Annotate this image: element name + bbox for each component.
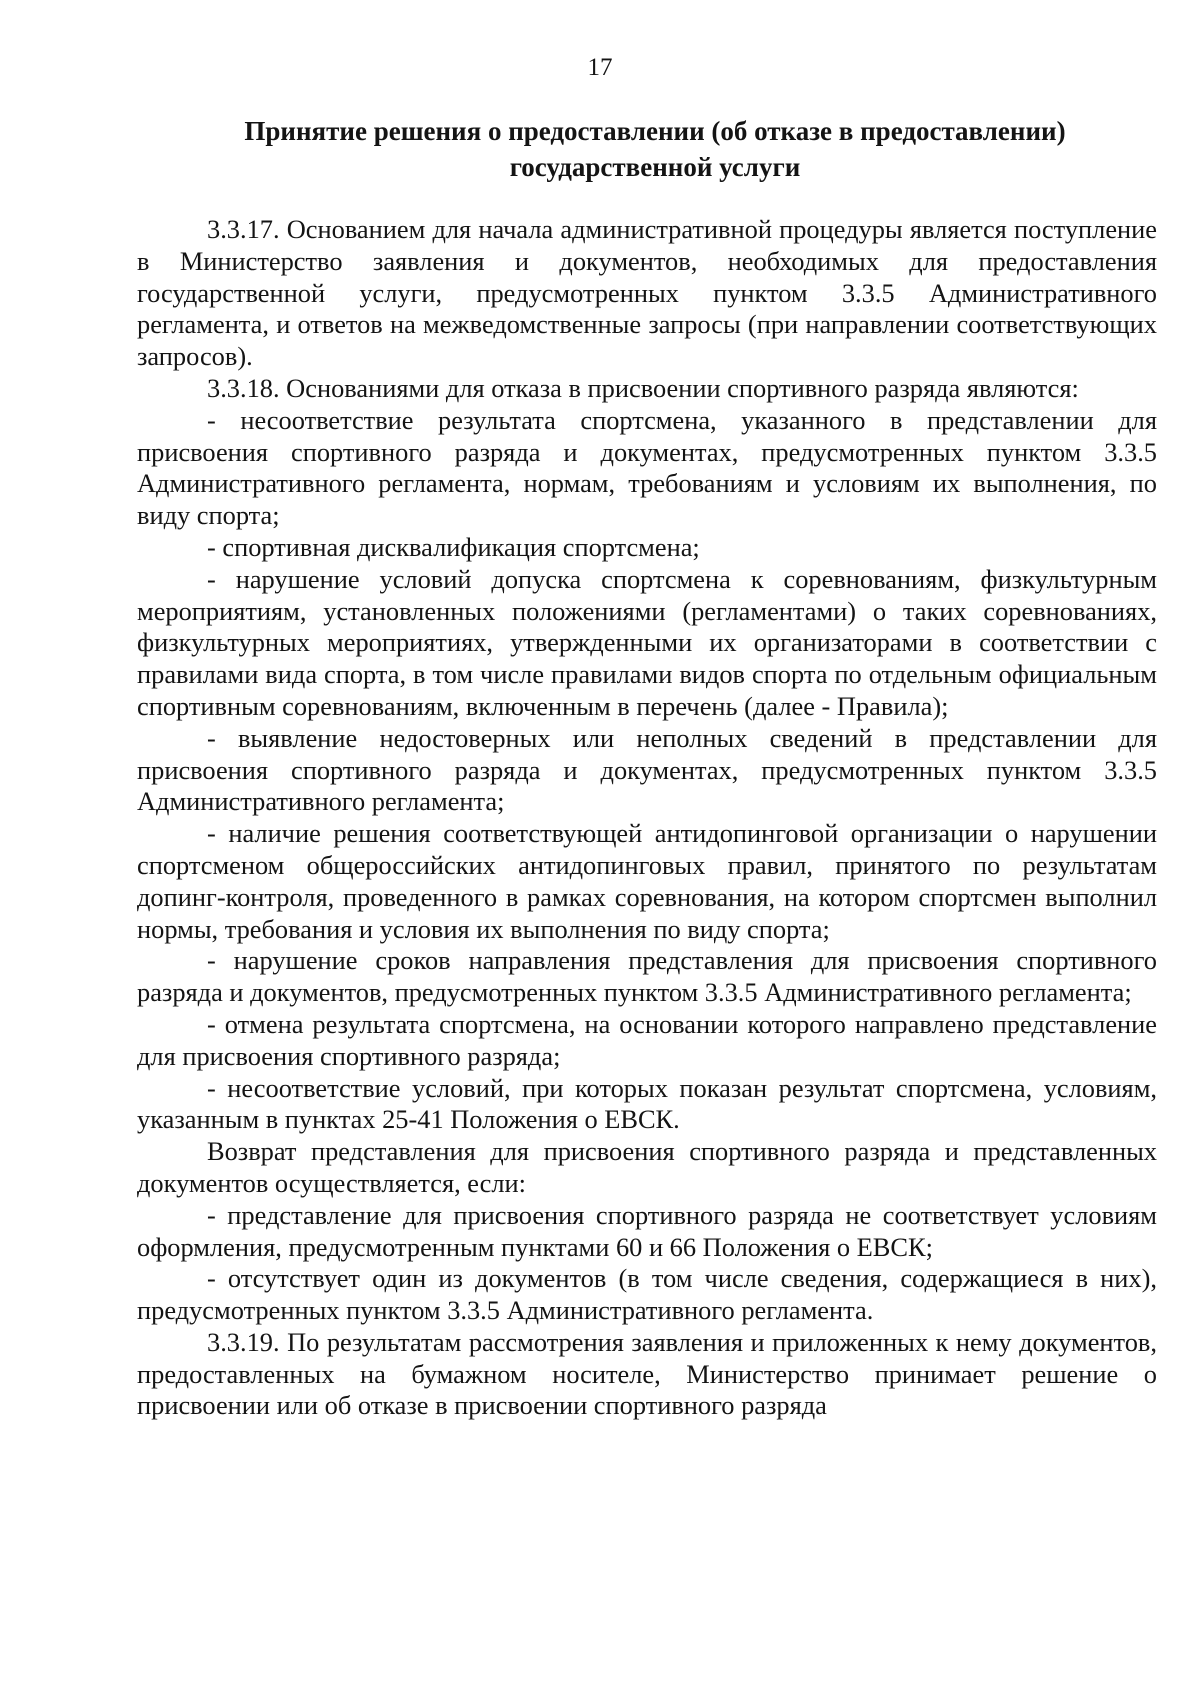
return-conditions-paragraph: Возврат представления для присвоения спортивного разряда и представленных документов осуществляется, если: <box>137 1136 1157 1198</box>
refusal-ground-item: - выявление недостоверных или неполных сведений в представлении для присвоения спортивного разряда и документах, предусмотренных пунктом 3.3.5 Административного регламента; <box>137 722 1157 817</box>
section-heading-line-2: государственной услуги <box>509 152 801 182</box>
return-condition-item: - отсутствует один из документов (в том числе сведения, содержащиеся в них), предусмотренных пунктом 3.3.5 Административного регламента. <box>137 1263 1157 1326</box>
paragraph-3-3-19: 3.3.19. По результатам рассмотрения заявления и приложенных к нему документов, предоставленных на бумажном носителе, Министерство принимает решение о присвоении или об отказе в присвоении спортивного разряда <box>137 1326 1157 1421</box>
section-heading-line-1: Принятие решения о предоставлении (об отказе в предоставлении) <box>244 116 1066 146</box>
refusal-ground-item: - несоответствие условий, при которых показан результат спортсмена, условиям, указанным в пунктах 25-41 Положения о ЕВСК. <box>137 1072 1157 1135</box>
document-body <box>137 214 1157 1422</box>
return-condition-item: - представление для присвоения спортивного разряда не соответствует условиям оформления, предусмотренным пунктами 60 и 66 Положения о ЕВСК; <box>137 1199 1157 1262</box>
refusal-ground-item: - нарушение сроков направления представления для присвоения спортивного разряда и документов, предусмотренных пунктом 3.3.5 Административного регламента; <box>137 945 1157 1008</box>
refusal-ground-item: - несоответствие результата спортсмена, указанного в представлении для присвоения спортивного разряда и документах, предусмотренных пунктом 3.3.5 Административного регламента, нормам, требованиям и условиям их выполнения, по виду спорта; <box>137 404 1157 531</box>
refusal-ground-item: - спортивная дисквалификация спортсмена; <box>207 531 700 562</box>
section-heading <box>150 113 1160 185</box>
paragraph-3-3-18: 3.3.18. Основаниями для отказа в присвоении спортивного разряда являются: <box>207 372 1079 403</box>
paragraph-3-3-17: 3.3.17. Основанием для начала административной процедуры является поступление в Министерство заявления и документов, необходимых для предоставления государственной услуги, предусмотренных пунктом 3.3.5 Административного регламента, и ответов на межведомственные запросы (при направлении соответствующих запросов). <box>137 214 1157 372</box>
page-number: 17 <box>587 54 613 81</box>
refusal-ground-item: - наличие решения соответствующей антидопинговой организации о нарушении спортсменом общероссийских антидопинговых правил, принятого по результатам допинг-контроля, проведенного в рамках соревнования, на котором спортсмен выполнил нормы, требования и условия их выполнения по виду спорта; <box>137 818 1157 944</box>
refusal-ground-item: - отмена результата спортсмена, на основании которого направлено представление для присвоения спортивного разряда; <box>137 1008 1157 1071</box>
refusal-ground-item: - нарушение условий допуска спортсмена к соревнованиям, физкультурным мероприятиям, установленных положениями (регламентами) о таких соревнованиях, физкультурных мероприятиях, утвержденными их организаторами в соответствии с правилами вида спорта, в том числе правилами видов спорта по отдельным официальным спортивным соревнованиям, включенным в перечень (далее - Правила); <box>137 563 1157 721</box>
